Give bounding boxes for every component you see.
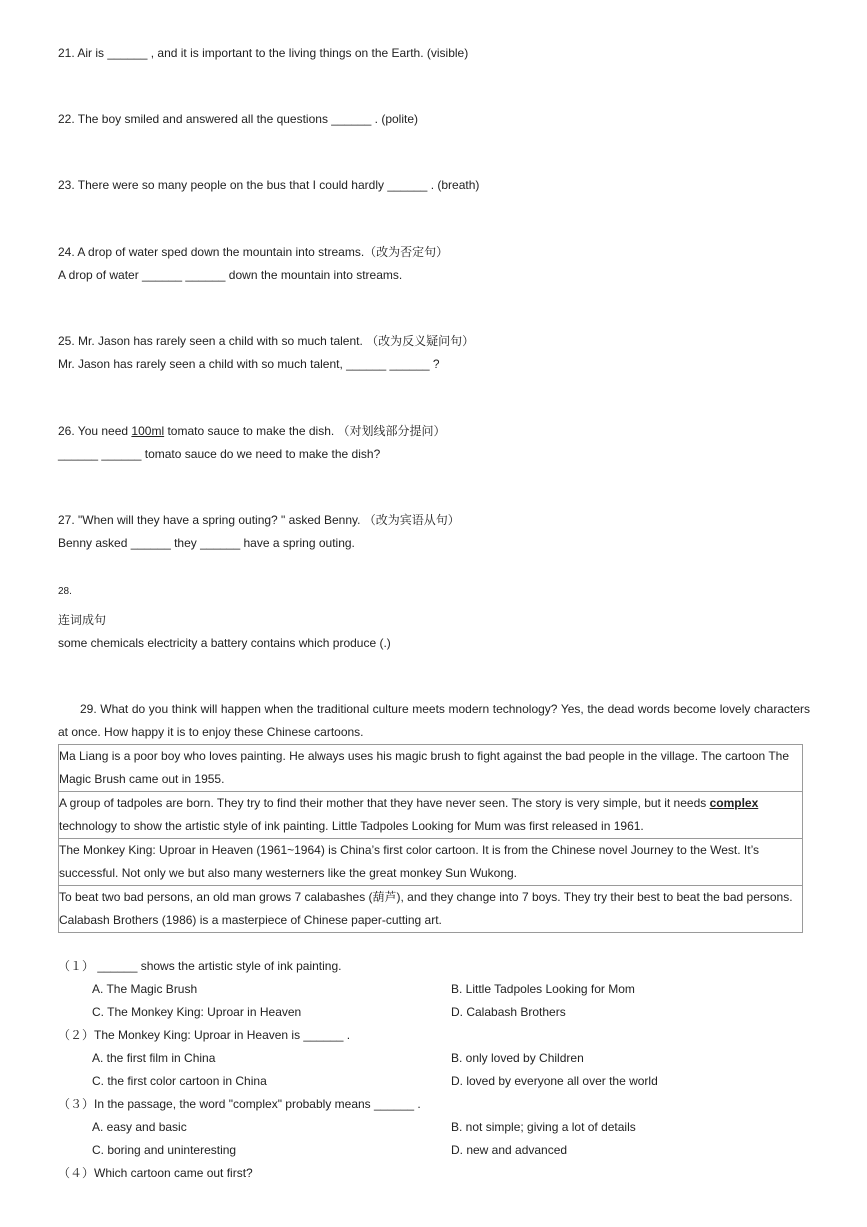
question-25-prompt: 25. Mr. Jason has rarely seen a child with so much talent. （改为反义疑问句） — [58, 334, 475, 348]
passage-box-tadpoles — [59, 792, 803, 839]
question-28-number: 28. — [58, 586, 72, 597]
sub-question-2-option-b: B. only loved by Children — [451, 1051, 584, 1065]
sub-question-3-stem: （３）In the passage, the word "complex" probably means ______ . — [58, 1097, 421, 1111]
sub-question-2-option-d: D. loved by everyone all over the world — [451, 1074, 658, 1088]
question-23: 23. There were so many people on the bus that I could hardly ______ . (breath) — [58, 178, 480, 192]
passage-box-monkey-king: The Monkey King: Uproar in Heaven (1961~1964) is China’s first color cartoon. It is from the Chinese novel Journey to the West. It’s successful. Not only we but also many westerners like the great monkey Sun Wukong. — [59, 839, 803, 886]
passage-box — [59, 792, 803, 839]
keyword-complex: complex — [709, 796, 759, 810]
question-21: 21. Air is ______ , and it is important to the living things on the Earth. (visible) — [58, 46, 469, 60]
tadpoles-text-after: technology to show the artistic style of ink painting. Little Tadpoles Looking for Mum was first released in 1961. — [59, 819, 644, 833]
passage-box — [59, 745, 803, 792]
cartoon-passage-table — [58, 744, 803, 933]
sub-question-3-option-c: C. boring and uninteresting — [92, 1143, 237, 1157]
sub-question-1-option-c: C. The Monkey King: Uproar in Heaven — [92, 1005, 302, 1019]
passage-box — [59, 886, 803, 933]
q26-suffix: tomato sauce to make the dish. （对划线部分提问） — [164, 424, 446, 438]
question-24-prompt: 24. A drop of water sped down the mountain into streams.（改为否定句） — [58, 245, 449, 259]
question-26-prompt — [58, 420, 446, 443]
question-27-prompt: 27. "When will they have a spring outing? " asked Benny. （改为宾语从句） — [58, 513, 460, 527]
sub-question-1-option-a: A. The Magic Brush — [92, 982, 198, 996]
question-28-instruction: 连词成句 — [58, 613, 107, 627]
question-24-answer-line: A drop of water ______ ______ down the mountain into streams. — [58, 268, 403, 282]
question-29-intro: 29. What do you think will happen when the traditional culture meets modern technology? Yes, the dead words become lovely characters at once. How happy it is to enjoy these Chinese cartoons. — [58, 702, 810, 739]
sub-question-1-stem: （１） ______ shows the artistic style of ink painting. — [58, 959, 342, 973]
sub-question-4-stem: （４）Which cartoon came out first? — [58, 1166, 253, 1180]
question-26-answer-line: ______ ______ tomato sauce do we need to make the dish? — [58, 447, 381, 461]
sub-question-3-option-a: A. easy and basic — [92, 1120, 187, 1134]
sub-question-2-option-a: A. the first film in China — [92, 1051, 216, 1065]
sub-question-3-option-d: D. new and advanced — [451, 1143, 568, 1157]
passage-box-magic-brush: Ma Liang is a poor boy who loves painting. He always uses his magic brush to fight against the bad people in the village. The cartoon The Magic Brush came out in 1955. — [59, 745, 803, 792]
sub-question-3-option-b: B. not simple; giving a lot of details — [451, 1120, 636, 1134]
sub-question-2-option-c: C. the first color cartoon in China — [92, 1074, 267, 1088]
passage-box-calabash: To beat two bad persons, an old man grows 7 calabashes (葫芦), and they change into 7 boys. They try their best to beat the bad persons. Calabash Brothers (1986) is a masterpiece of Chinese paper-cutting art. — [59, 886, 803, 933]
sub-question-1-option-b: B. Little Tadpoles Looking for Mom — [451, 982, 635, 996]
q26-prefix: 26. You need — [58, 424, 132, 438]
sub-question-2-stem: （２）The Monkey King: Uproar in Heaven is ______ . — [58, 1028, 351, 1042]
question-22: 22. The boy smiled and answered all the questions ______ . (polite) — [58, 112, 419, 126]
tadpoles-text-before: A group of tadpoles are born. They try to find their mother that they have never seen. The story is very simple, but it needs — [59, 796, 710, 810]
question-28-words: some chemicals electricity a battery contains which produce (.) — [58, 636, 391, 650]
sub-question-1-option-d: D. Calabash Brothers — [451, 1005, 566, 1019]
q26-underlined-amount: 100ml — [131, 424, 165, 438]
question-27-answer-line: Benny asked ______ they ______ have a spring outing. — [58, 536, 355, 550]
question-25-answer-line: Mr. Jason has rarely seen a child with so much talent, ______ ______ ? — [58, 357, 440, 371]
passage-box — [59, 839, 803, 886]
